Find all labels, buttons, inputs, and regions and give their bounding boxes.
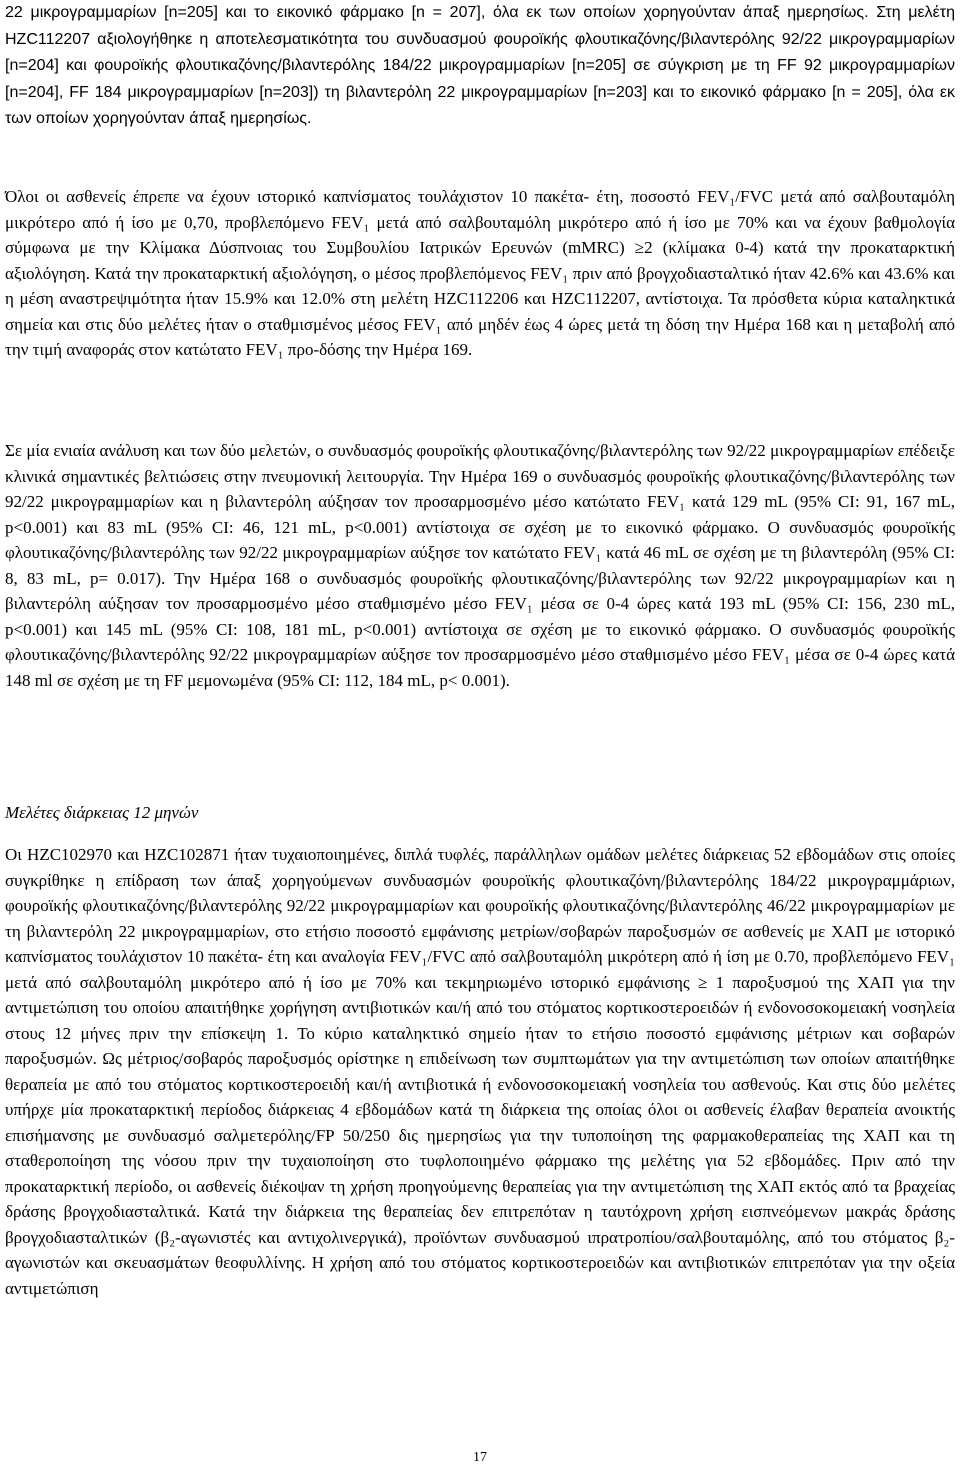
paragraph-inclusion-criteria: Όλοι οι ασθενείς έπρεπε να έχουν ιστορικό καπνίσματος τουλάχιστον 10 πακέτα- έτη, ποσοστό FEV₁/FVC μετά από σαλβουταμόλη μικρότερο από ή ίσο με 0,70, προβλεπόμενο FEV₁ μετά από σαλβουταμόλη μικρότερο από ή ίσο με 70% και να έχουν βαθμολογία σύμφωνα με την Κλίμακα Δύσπνοιας του Συμβουλίου Ιατρικών Ερευνών (mMRC) ≥2 (κλίμακα 0-4) κατά την προκαταρκτική αξιολόγηση. Κατά την προκαταρκτική αξιολόγηση, ο μέσος προβλεπόμενος FEV₁ πριν από βρογχοδιασταλτικό ήταν 42.6% και 43.6% και η μέση αναστρεψιμότητα ήταν 15.9% και 12.0% στη μελέτη HZC112206 και HZC112207, αντίστοιχα. Τα πρόσθετα κύρια καταληκτικά σημεία και στις δύο μελέτες ήταν ο σταθμισμένος μέσος FEV₁ από μηδέν έως 4 ώρες μετά τη δόση την Ημέρα 168 και η μεταβολή από την τιμή αναφοράς στον κατώτατο FEV₁ προ-δόσης την Ημέρα 169. — [5, 187, 955, 359]
paragraph-12-month-studies: Οι HZC102970 και HZC102871 ήταν τυχαιοποιημένες, διπλά τυφλές, παράλληλων ομάδων μελέτες διάρκειας 52 εβδομάδων στις οποίες συγκρίθηκε η επίδραση των άπαξ χορηγούμενων συνδυασμών φουροϊκής φλουτικαζόνη/βιλαντερόλης 184/22 μικρογραμμάριων, φουροϊκής φλουτικαζόνης/βιλαντερόλης 92/22 μικρογραμμαρίων και φουροϊκής φλουτικαζόνης/βιλαντερόλης 46/22 μικρογραμμαρίων με τη βιλαντερόλη 22 μικρογραμμαρίων, στο ετήσιο ποσοστό εμφάνισης μετρίων/σοβαρών παροξυσμών σε ασθενείς με ΧΑΠ με ιστορικό καπνίσματος τουλάχιστον 10 πακέτα- έτη και αναλογία FEV₁/FVC από σαλβουταμόλη μικρότερη από ή ίση με 0.70, προβλεπόμενο FEV₁ μετά από σαλβουταμόλη μικρότερο από ή ίσο με 70% και τεκμηριωμένο ιστορικό εμφάνισης ≥ 1 παροξυσμού της ΧΑΠ για την αντιμετώπιση του οποίου απαιτήθηκε χορήγηση αντιβιοτικών και/ή από του στόματος κορτικοστεροειδών ή ενδονοσοκομειακή νοσηλεία στους 12 μήνες πριν την επίσκεψη 1. Το κύριο καταληκτικό σημείο ήταν το ετήσιο ποσοστό εμφάνισης μέτριων και σοβαρών παροξυσμών. Ως μέτριος/σοβαρός παροξυσμός ορίστηκε η επιδείνωση των συμπτωμάτων για την αντιμετώπιση των οποίων απαιτήθηκε θεραπεία με από του στόματος κορτικοστεροειδή και/ή αντιβιοτικά ή ενδονοσοκομειακή νοσηλεία του ασθενούς. Και στις δύο μελέτες υπήρχε μία προκαταρκτική περίοδος διάρκειας 4 εβδομάδων κατά τη διάρκεια της οποίας όλοι οι ασθενείς έλαβαν θεραπεία ανοικτής επισήμανσης με συνδυασμό σαλμετερόλης/FP 50/250 δις ημερησίως για την τυποποίηση της φαρμακοθεραπείας της ΧΑΠ και τη σταθεροποίηση της νόσου πριν την τυχαιοποίηση στο τυφλοποιημένο φάρμακο της μελέτης για 52 εβδομάδες. Πριν από την προκαταρκτική περίοδο, οι ασθενείς διέκοψαν τη χρήση προηγούμενης θεραπείας για την αντιμετώπιση της ΧΑΠ εκτός από τα βραχείας δράσης βρογχοδιασταλτικά. Κατά την διάρκεια της θεραπείας δεν επιτρεπόταν η ταυτόχρονη χρήση εισπνεόμενων μακράς δράσης βρογχοδιασταλτικών (β₂-αγωνιστές και αντιχολινεργικά), προϊόντων συνδυασμού ιπρατροπίου/σαλβουταμόλης, από του στόματος β₂-αγωνιστών και σκευασμάτων θεοφυλλίνης. Η χρήση από του στόματος κορτικοστεροειδών και αντιβιοτικών επιτρεπόταν για την οξεία αντιμετώπιση — [5, 845, 955, 1298]
paragraph-study-design: 22 μικρογραμμαρίων [n=205] και το εικονικό φάρμακο [n = 207], όλα εκ των οποίων χορηγούνταν άπαξ ημερησίως. Στη μελέτη HZC112207 αξιολογήθηκε η αποτελεσματικότητα του συνδυασμού φουροϊκής φλουτικαζόνης/βιλαντερόλης 92/22 μικρογραμμαρίων [n=204] και φουροϊκής φλουτικαζόνης/βιλαντερόλης 184/22 μικρογραμμαρίων [n=205] σε σύγκριση με τη FF 92 μικρογραμμαρίων [n=204], FF 184 μικρογραμμαρίων [n=203]) τη βιλαντερόλη 22 μικρογραμμαρίων [n=203] και το εικονικό φάρμακο [n = 205], όλα εκ των οποίων χορηγούνταν άπαξ ημερησίως. — [5, 4, 955, 127]
paragraph-pooled-analysis: Σε μία ενιαία ανάλυση και των δύο μελετών, ο συνδυασμός φουροϊκής φλουτικαζόνης/βιλαντερόλης των 92/22 μικρογραμμαρίων επέδειξε κλινικά σημαντικές βελτιώσεις στην πνευμονική λειτουργία. Την Ημέρα 169 ο συνδυασμός φουροϊκής φλουτικαζόνης/βιλαντερόλης των 92/22 μικρογραμμαρίων και η βιλαντερόλη αύξησαν τον προσαρμοσμένο μέσο κατώτατο FEV₁ κατά 129 mL (95% CI: 91, 167 mL, p<0.001) και 83 mL (95% CI: 46, 121 mL, p<0.001) αντίστοιχα σε σχέση με το εικονικό φάρμακο. Ο συνδυασμός φουροϊκής φλουτικαζόνης/βιλαντερόλης των 92/22 μικρογραμμαρίων αύξησε τον κατώτατο FEV₁ κατά 46 mL σε σχέση με τη βιλαντερόλη (95% CI: 8, 83 mL, p= 0.017). Την Ημέρα 168 ο συνδυασμός φουροϊκής φλουτικαζόνης/βιλαντερόλης των 92/22 μικρογραμμαρίων και η βιλαντερόλη αύξησαν τον προσαρμοσμένο μέσο σταθμισμένο μέσο FEV₁ μέσα σε 0-4 ώρες κατά 193 mL (95% CI: 156, 230 mL, p<0.001) και 145 mL (95% CI: 108, 181 mL, p<0.001) αντίστοιχα σε σχέση με το εικονικό φάρμακο. Ο συνδυασμός φουροϊκής φλουτικαζόνης/βιλαντερόλης 92/22 μικρογραμμαρίων αύξησε τον προσαρμοσμένο μέσο σταθμισμένο μέσο FEV₁ μέσα σε 0-4 ώρες κατά 148 ml σε σχέση με τη FF μεμονωμένα (95% CI: 112, 184 mL, p< 0.001). — [5, 441, 955, 690]
page-number: 17 — [473, 1450, 487, 1465]
section-heading: Μελέτες διάρκειας 12 μηνών — [5, 803, 199, 822]
